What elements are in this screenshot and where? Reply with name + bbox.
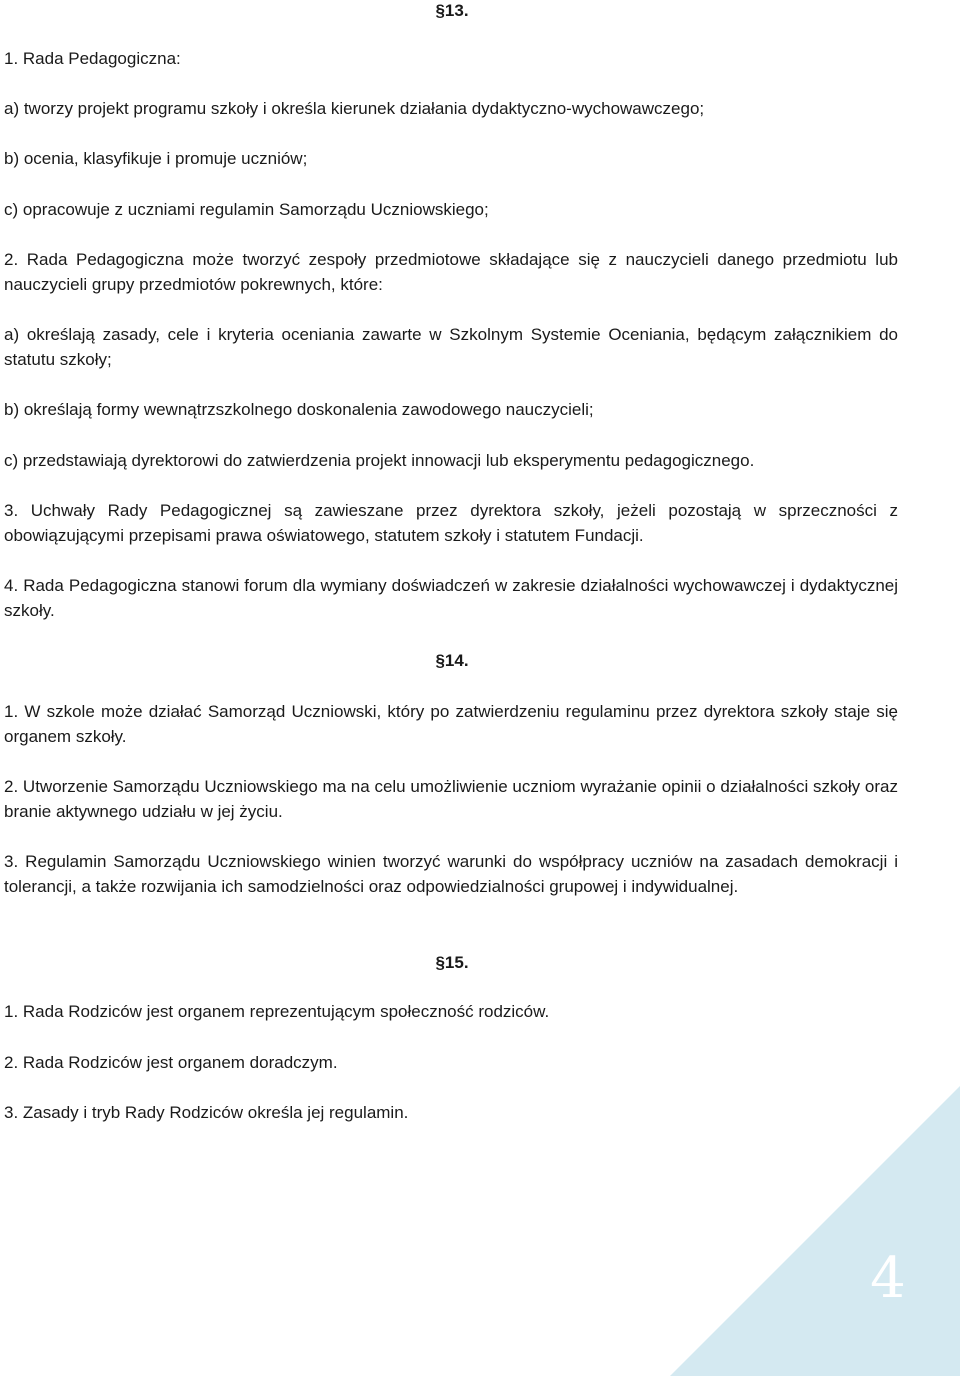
- s13-point-3: 3. Uchwały Rady Pedagogicznej są zawieszane przez dyrektora szkoły, jeżeli pozostają w sprzeczności z obowiązującymi przepisami prawa oświatowego, statutem szkoły i statutem Fundacji.: [4, 501, 898, 545]
- s13-point-2b: b) określają formy wewnątrzszkolnego doskonalenia zawodowego nauczycieli;: [4, 400, 594, 419]
- s14-point-2: 2. Utworzenie Samorządu Uczniowskiego ma na celu umożliwienie uczniom wyrażanie opinii o działalności szkoły oraz branie aktywnego udziału w jej życiu.: [4, 777, 898, 821]
- section-14-heading: §14.: [435, 651, 469, 670]
- s13-point-2a: a) określają zasady, cele i kryteria oceniania zawarte w Szkolnym Systemie Oceniania, będącym załącznikiem do statutu szkoły;: [4, 325, 898, 369]
- s15-point-2: 2. Rada Rodziców jest organem doradczym.: [4, 1053, 338, 1072]
- section-13-heading: §13.: [435, 1, 469, 20]
- s13-point-4: 4. Rada Pedagogiczna stanowi forum dla wymiany doświadczeń w zakresie działalności wychowawczej i dydaktycznej szkoły.: [4, 576, 898, 620]
- s13-point-1: 1. Rada Pedagogiczna:: [4, 49, 181, 68]
- section-15-heading: §15.: [435, 953, 469, 972]
- s15-point-3: 3. Zasady i tryb Rady Rodziców określa jej regulamin.: [4, 1103, 409, 1122]
- s14-point-3: 3. Regulamin Samorządu Uczniowskiego winien tworzyć warunki do współpracy uczniów na zasadach demokracji i tolerancji, a także rozwijania ich samodzielności oraz odpowiedzialności grupowej i indywidualnej.: [4, 852, 898, 896]
- s13-point-2: 2. Rada Pedagogiczna może tworzyć zespoły przedmiotowe składające się z nauczycieli danego przedmiotu lub nauczycieli grupy przedmiotów pokrewnych, które:: [4, 250, 898, 294]
- s13-point-1b: b) ocenia, klasyfikuje i promuje uczniów;: [4, 149, 308, 168]
- page-corner-decoration: [670, 1086, 960, 1376]
- page-number: 4: [870, 1246, 906, 1311]
- s13-point-1a: a) tworzy projekt programu szkoły i określa kierunek działania dydaktyczno-wychowawczego;: [4, 99, 705, 118]
- s13-point-1c: c) opracowuje z uczniami regulamin Samorządu Uczniowskiego;: [4, 200, 489, 219]
- s14-point-1: 1. W szkole może działać Samorząd Uczniowski, który po zatwierdzeniu regulaminu przez dyrektora szkoły staje się organem szkoły.: [4, 702, 898, 746]
- s13-point-2c: c) przedstawiają dyrektorowi do zatwierdzenia projekt innowacji lub eksperymentu pedagogicznego.: [4, 451, 755, 470]
- s15-point-1: 1. Rada Rodziców jest organem reprezentującym społeczność rodziców.: [4, 1002, 550, 1021]
